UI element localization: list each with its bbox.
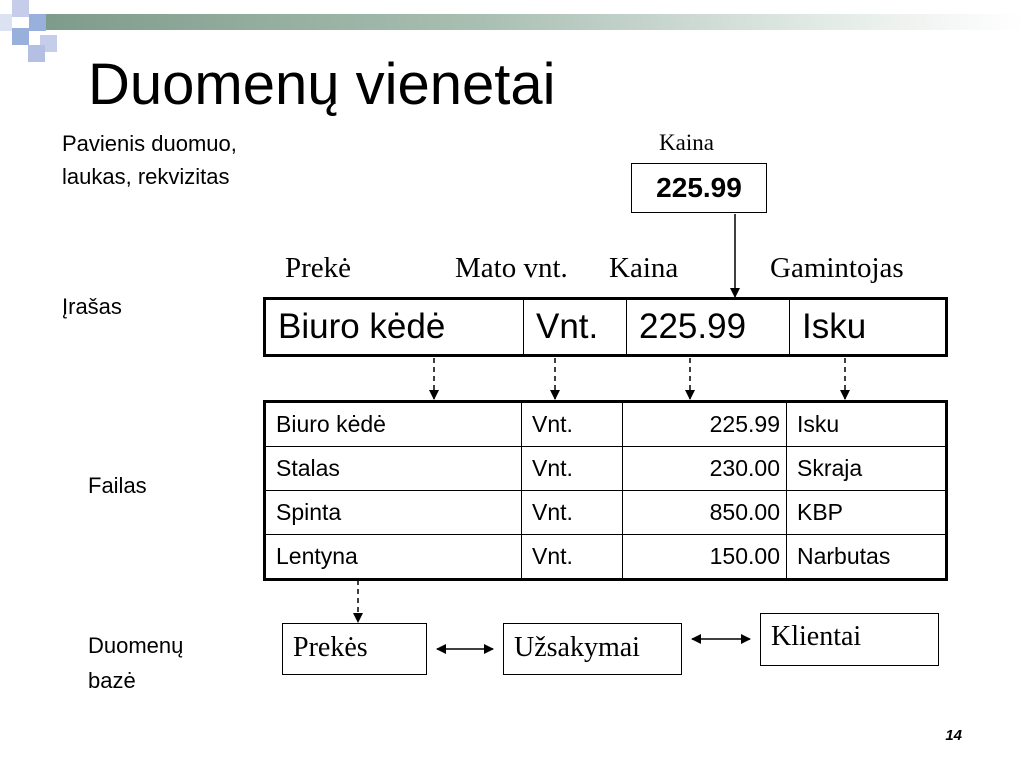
slide-title: Duomenų vienetai <box>88 52 556 117</box>
file-cell-name: Spinta <box>265 491 522 535</box>
file-cell-manufacturer: Narbutas <box>787 535 947 580</box>
label-database-line2: bazė <box>88 668 136 693</box>
record-header-mato-vnt: Mato vnt. <box>455 252 568 284</box>
label-database-line1: Duomenų <box>88 633 184 658</box>
record-header-gamintojas: Gamintojas <box>770 252 904 284</box>
record-cell-price: 225.99 <box>627 299 790 356</box>
file-cell-name: Lentyna <box>265 535 522 580</box>
record-cell-unit: Vnt. <box>524 299 627 356</box>
database-relations <box>437 639 750 649</box>
record-cell-manufacturer: Isku <box>790 299 947 356</box>
file-cell-unit: Vnt. <box>522 535 623 580</box>
file-cell-name: Stalas <box>265 447 522 491</box>
label-file: Failas <box>88 473 147 498</box>
record-cell-name: Biuro kėdė <box>265 299 524 356</box>
record-to-file-arrows <box>434 358 845 399</box>
file-cell-price: 225.99 <box>623 402 787 447</box>
file-cell-unit: Vnt. <box>522 447 623 491</box>
db-table-uzsakymai: Užsakymai <box>503 623 682 675</box>
file-cell-unit: Vnt. <box>522 402 623 447</box>
record-header-kaina: Kaina <box>609 252 679 284</box>
record-header-preke: Prekė <box>285 252 352 284</box>
page-number: 14 <box>945 727 962 744</box>
file-cell-manufacturer: Isku <box>787 402 947 447</box>
file-cell-price: 850.00 <box>623 491 787 535</box>
file-cell-manufacturer: KBP <box>787 491 947 535</box>
label-single-line2: laukas, rekvizitas <box>62 164 230 189</box>
file-cell-price: 150.00 <box>623 535 787 580</box>
db-table-prekes: Prekės <box>282 623 427 675</box>
single-value: 225.99 <box>656 172 742 203</box>
file-cell-price: 230.00 <box>623 447 787 491</box>
single-value-caption: Kaina <box>659 130 714 155</box>
file-cell-unit: Vnt. <box>522 491 623 535</box>
file-cell-manufacturer: Skraja <box>787 447 947 491</box>
file-cell-name: Biuro kėdė <box>265 402 522 447</box>
label-record: Įrašas <box>62 294 122 319</box>
db-table-klientai: Klientai <box>760 613 939 666</box>
label-single-line1: Pavienis duomuo, <box>62 131 237 156</box>
